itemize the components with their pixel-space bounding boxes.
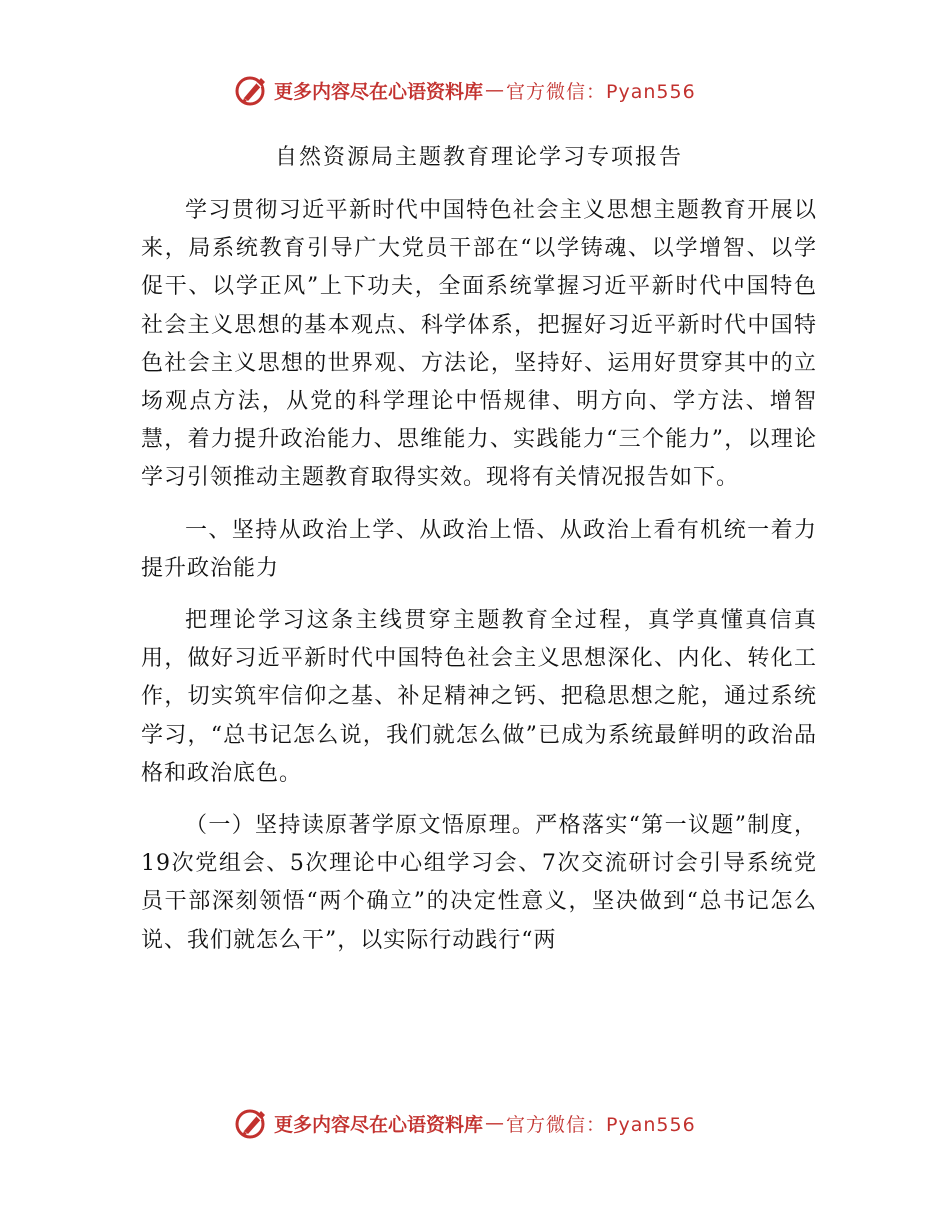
document-body [141,138,817,974]
banner-contact: 官方微信：Pyan556 [506,1113,696,1136]
paragraph-section-1: 把理论学习这条主线贯穿主题教育全过程，真学真懂真信真用，做好习近平新时代中国特色社会主义思想深化、内化、转化工作，切实筑牢信仰之基、补足精神之钙、把稳思想之舵，通过系统学习，“总书记怎么说，我们就怎么做”已成为系统最鲜明的政治品格和政治底色。 [141,608,817,786]
pen-logo-icon [234,72,270,108]
banner-contact: 官方微信：Pyan556 [506,80,696,103]
header-banner [234,70,696,110]
paragraph-subsection-1: （一）坚持读原著学原文悟原理。严格落实“第一议题”制度，19次党组会、5次理论中心组学习会、7次交流研讨会引导系统党员干部深刻领悟“两个确立”的决定性意义，坚决做到“总书记怎么说、我们就怎么干”，以实际行动践行“两 [141,813,817,953]
section-heading-1: 一、坚持从政治上学、从政治上悟、从政治上看有机统一着力提升政治能力 [141,517,817,581]
banner-separator: — [485,1112,505,1134]
banner-slogan: 更多内容尽在心语资料库 [274,1113,484,1136]
paragraph-intro: 学习贯彻习近平新时代中国特色社会主义思想主题教育开展以来，局系统教育引导广大党员干部在“以学铸魂、以学增智、以学促干、以学正风”上下功夫，全面系统掌握习近平新时代中国特色社会主义思想的基本观点、科学体系，把握好习近平新时代中国特色社会主义思想的世界观、方法论，坚持好、运用好贯穿其中的立场观点方法，从党的科学理论中悟规律、明方向、学方法、增智慧，着力提升政治能力、思维能力、实践能力“三个能力”，以理论学习引领推动主题教育取得实效。现将有关情况报告如下。 [141,198,817,491]
pen-logo-icon [234,1105,270,1141]
banner-slogan: 更多内容尽在心语资料库 [274,80,484,103]
document-title: 自然资源局主题教育理论学习专项报告 [274,145,683,170]
footer-banner [234,1103,696,1143]
banner-separator: — [485,79,505,101]
